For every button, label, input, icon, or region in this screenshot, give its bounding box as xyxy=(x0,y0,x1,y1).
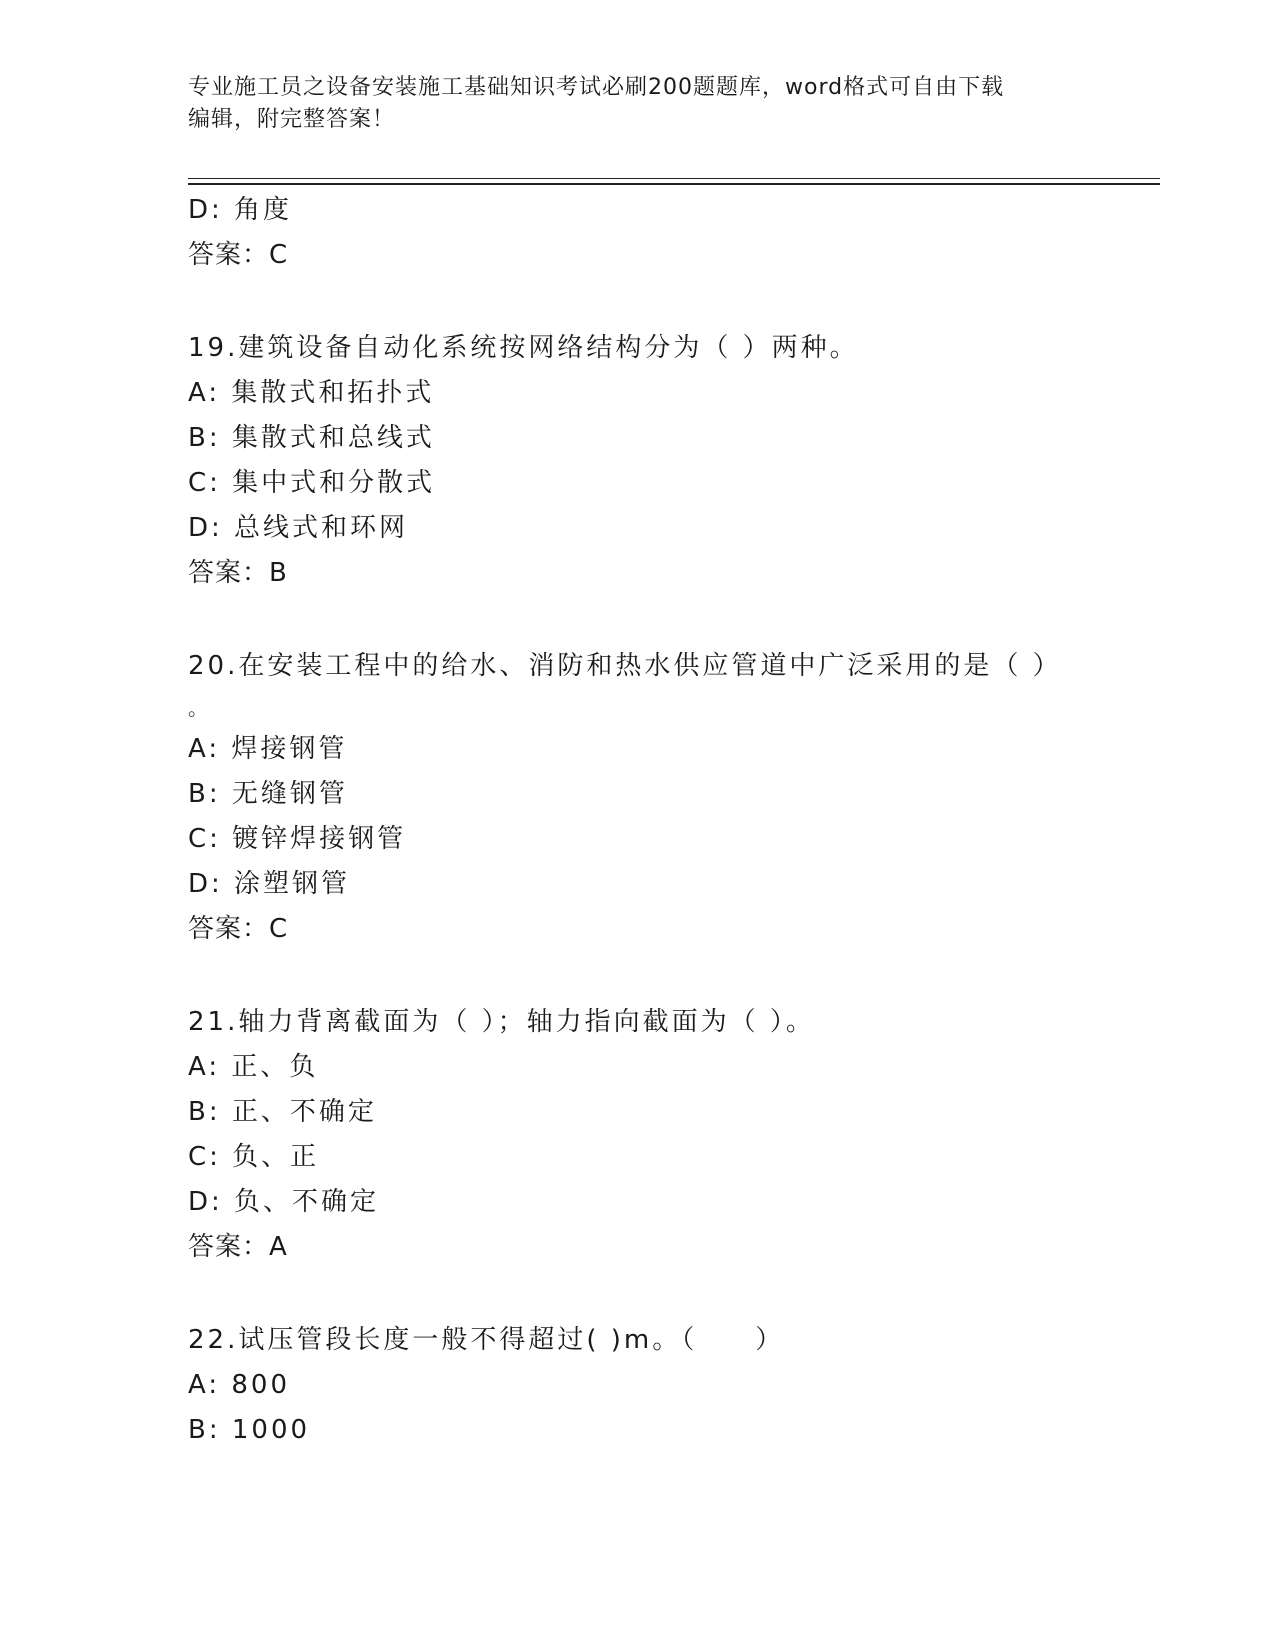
header-divider-bottom xyxy=(188,183,1160,185)
answer: 答案：C xyxy=(188,914,289,944)
option-b: B: 1000 xyxy=(188,1415,311,1445)
header-line-2: 编辑，附完整答案！ xyxy=(188,107,396,132)
option-a: A: 正、负 xyxy=(188,1052,319,1082)
question-title: 22.试压管段长度一般不得超过( )m。（ ） xyxy=(188,1325,785,1355)
document-header xyxy=(188,72,1088,136)
option-c: C: 负、正 xyxy=(188,1142,320,1172)
prev-answer: 答案：C xyxy=(188,240,289,270)
option-a: A: 800 xyxy=(188,1370,290,1400)
option-b: B: 集散式和总线式 xyxy=(188,423,435,453)
header-line-1: 专业施工员之设备安装施工基础知识考试必刷200题题库，word格式可自由下载 xyxy=(188,75,1005,100)
question-title: 20.在安装工程中的给水、消防和热水供应管道中广泛采用的是（ ） xyxy=(188,651,1062,681)
option-c: C: 集中式和分散式 xyxy=(188,468,436,498)
question-title: 21.轴力背离截面为（ ）；轴力指向截面为（ ）。 xyxy=(188,1007,815,1037)
question-20 xyxy=(188,643,1158,952)
option-c: C: 镀锌焊接钢管 xyxy=(188,824,407,854)
option-d: D: 负、不确定 xyxy=(188,1187,380,1217)
question-22 xyxy=(188,1317,1158,1453)
question-title: 19.建筑设备自动化系统按网络结构分为（ ）两种。 xyxy=(188,333,859,363)
option-d: D: 总线式和环网 xyxy=(188,513,409,543)
option-d: D: 涂塑钢管 xyxy=(188,869,351,899)
option-a: A: 焊接钢管 xyxy=(188,734,348,764)
option-b: B: 正、不确定 xyxy=(188,1097,377,1127)
option-b: B: 无缝钢管 xyxy=(188,779,348,809)
question-19 xyxy=(188,325,1158,596)
question-21 xyxy=(188,999,1158,1270)
answer: 答案：B xyxy=(188,558,288,588)
prev-option-d: D: 角度 xyxy=(188,195,293,225)
option-a: A: 集散式和拓扑式 xyxy=(188,378,435,408)
answer: 答案：A xyxy=(188,1232,288,1262)
header-divider-top xyxy=(188,178,1160,179)
question-list xyxy=(188,188,1158,1453)
question-title-continuation: 。 xyxy=(188,696,211,720)
